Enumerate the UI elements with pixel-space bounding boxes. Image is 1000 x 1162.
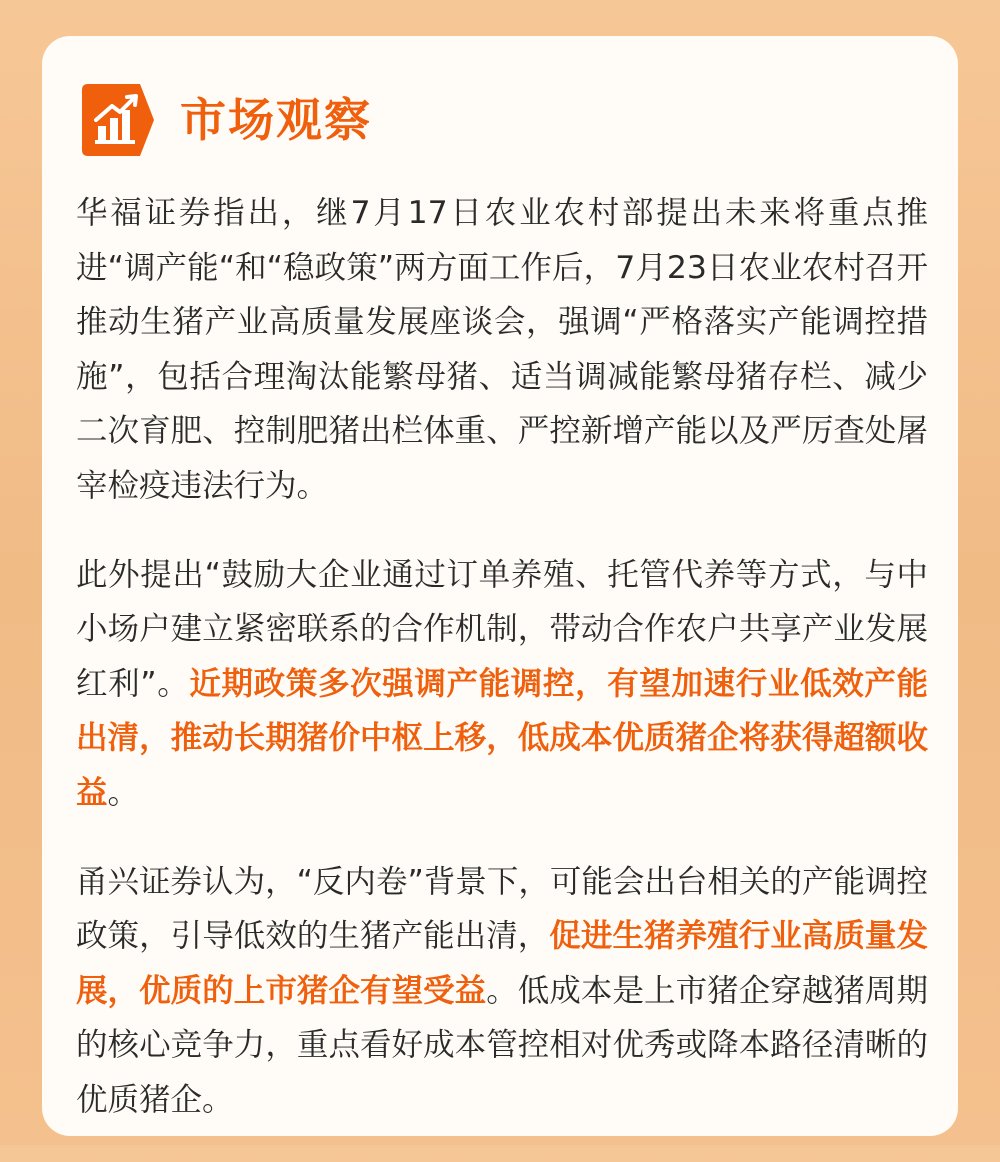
paragraph-text: 此外提出“鼓励大企业通过订单养殖、托管代养等方式，与中小场户建立紧密联系的合作机制，带动合作农户共享产业发展红利”。 [76,556,928,702]
section-title: 市场观察 [180,93,372,147]
highlighted-text: 近期政策多次强调产能调控，有望加速行业低效产能出清，推动长期猪价中枢上移，低成本优质猪企将获得超额收益 [76,665,928,811]
paragraph-text: 甬兴证券认为，“反内卷”背景下，可能会出台相关的产能调控政策，引导低效的生猪产能出清， [76,863,928,955]
highlighted-text: 促进生猪养殖行业高质量发展，优质的上市猪企有望受益 [76,918,928,1009]
paragraph-text: 华福证券指出，继7月17日农业农村部提出未来将重点推进“调产能“和“稳政策”两方面工作后，7月23日农业农村召开推动生猪产业高质量发展座谈会，强调“严格落实产能调控措施”，包括合理淘汰能繁母猪、适当调减能繁母猪存栏、减少二次育肥、控制肥猪出栏体重、严控新增产能以及严厉查处屠宰检疫违法行为。 [76,195,928,504]
paragraph-3 [76,855,928,1128]
article-body [76,186,928,1162]
paragraph-1 [76,186,928,514]
article-card [42,36,958,1136]
paragraph-2 [76,548,928,821]
paragraph-text: 。低成本是上市猪企穿越猪周期的核心竞争力，重点看好成本管控相对优秀或降本路径清晰的优质猪企。 [76,972,928,1118]
section-header [78,80,372,160]
chart-growth-icon [78,80,158,160]
paragraph-text: 。 [107,774,140,811]
